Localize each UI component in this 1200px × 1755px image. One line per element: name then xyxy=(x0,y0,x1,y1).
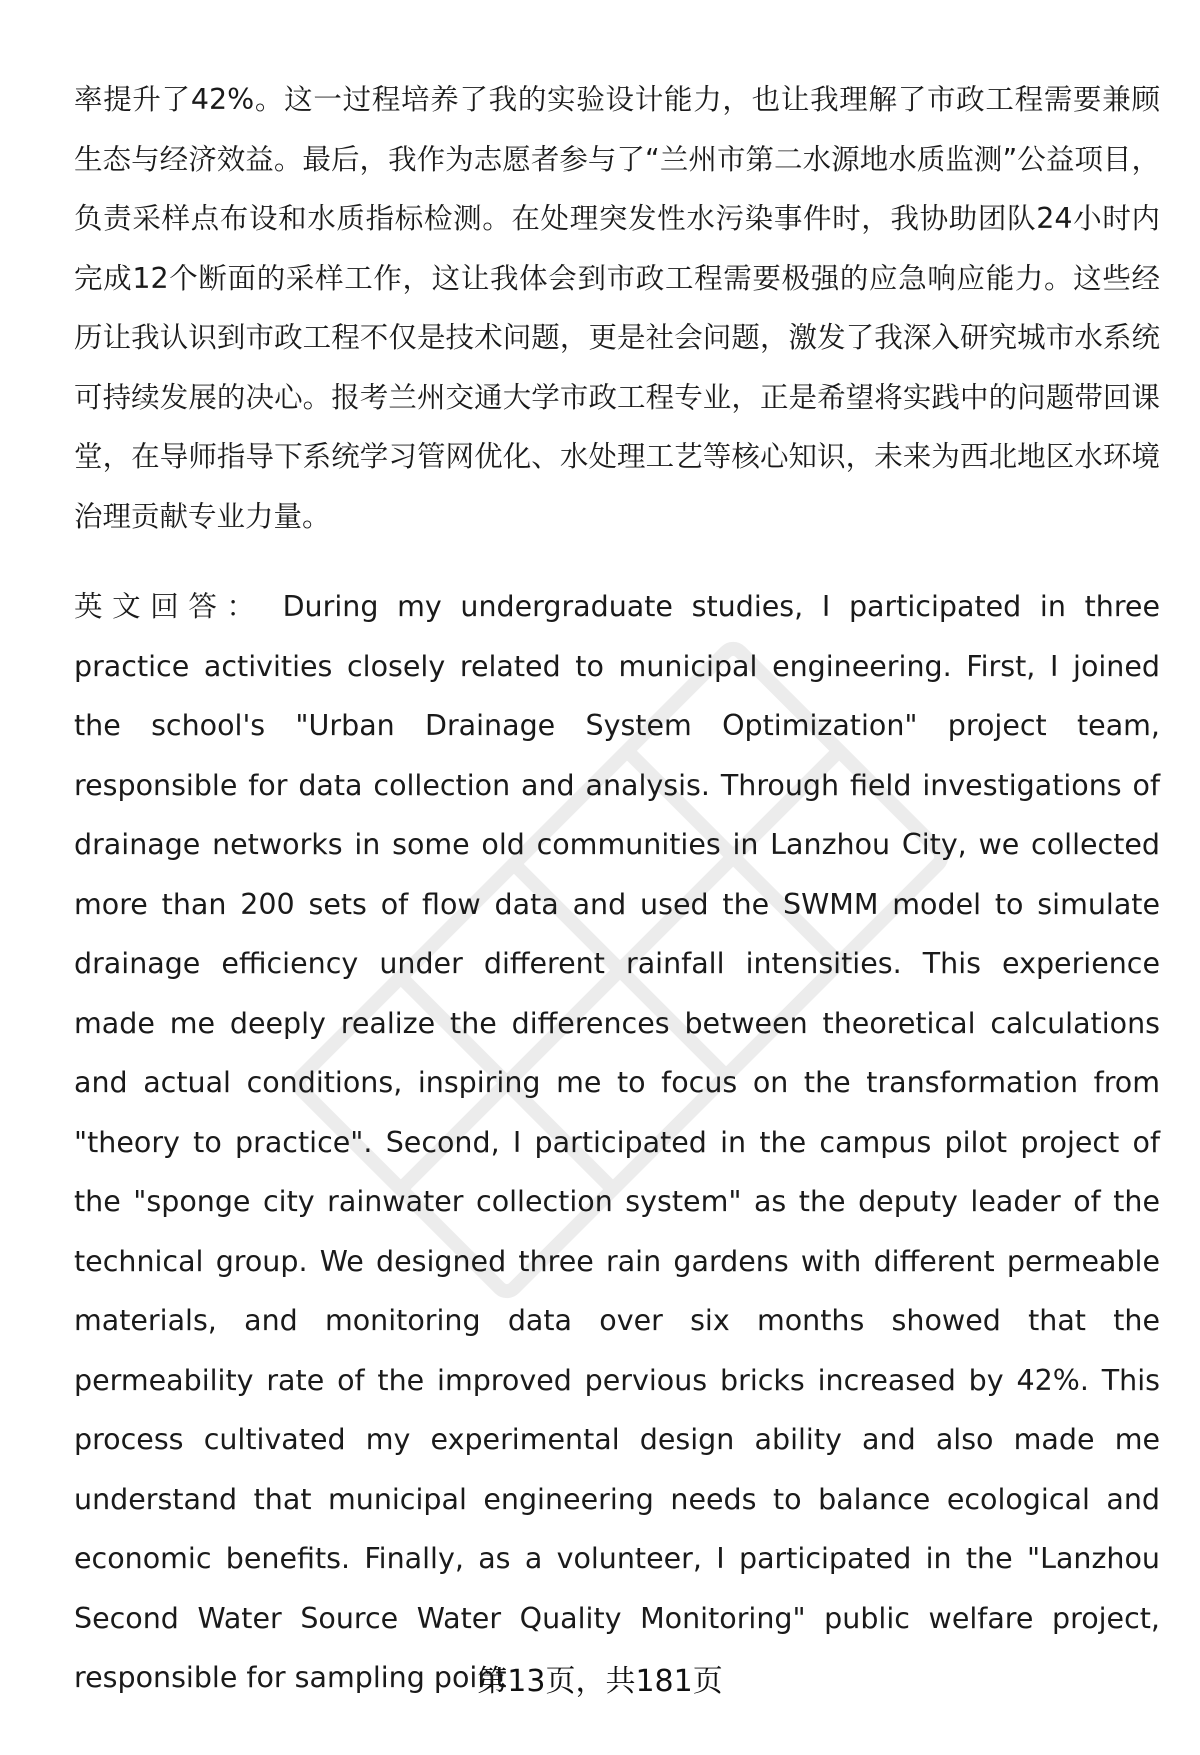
english-answer-paragraph: During my undergraduate studies, I participated in three practice activities closely related to municipal engineering. First, I joined the school's "Urban Drainage System Optimization" project team, responsible for data collection and analysis. Through field investigations of drainage networks in some old communities in Lanzhou City, we collected more than 200 sets of flow data and used the SWMM model to simulate drainage efficiency under different rainfall intensities. This experience made me deeply realize the differences between theoretical calculations and actual conditions, inspiring me to focus on the transformation from "theory to practice". Second, I participated in the campus pilot project of the "sponge city rainwater collection system" as the deputy leader of the technical group. We designed three rain gardens with different permeable materials, and monitoring data over six months showed that the permeability rate of the improved pervious bricks increased by 42%. This process cultivated my experimental design ability and also made me understand that municipal engineering needs to balance ecological and economic benefits. Finally, as a volunteer, I participated in the "Lanzhou Second Water Source Water Quality Monitoring" public welfare project, responsible for sampling point xyxy=(74,590,1160,1694)
chinese-answer-paragraph: 率提升了42%。这一过程培养了我的实验设计能力，也让我理解了市政工程需要兼顾生态与经济效益。最后，我作为志愿者参与了“兰州市第二水源地水质监测”公益项目，负责采样点布设和水质指标检测。在处理突发性水污染事件时，我协助团队24小时内完成12个断面的采样工作，这让我体会到市政工程需要极强的应急响应能力。这些经历让我认识到市政工程不仅是技术问题，更是社会问题，激发了我深入研究城市水系统可持续发展的决心。报考兰州交通大学市政工程专业，正是希望将实践中的问题带回课堂，在导师指导下系统学习管网优化、水处理工艺等核心知识，未来为西北地区水环境治理贡献专业力量。 xyxy=(74,83,1160,533)
page-number-footer: 第13页，共181页 xyxy=(477,1664,723,1699)
english-answer-section xyxy=(74,577,1160,1708)
english-answer-label: 英文回答： xyxy=(74,590,265,623)
